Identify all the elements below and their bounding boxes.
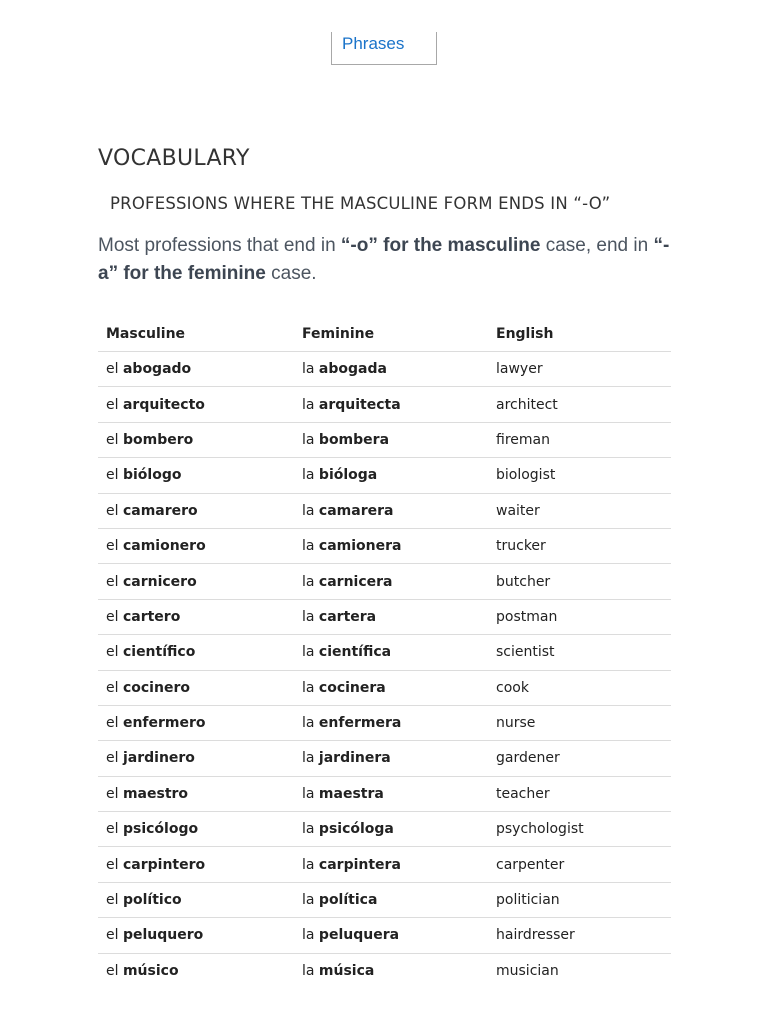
table-row	[98, 882, 671, 917]
feminine-cell	[294, 953, 488, 988]
english-cell: hairdresser	[488, 918, 671, 953]
english-cell: lawyer	[488, 352, 671, 387]
masculine-word: camionero	[122, 538, 206, 555]
table-row	[98, 670, 671, 705]
feminine-cell	[294, 670, 488, 705]
masculine-cell	[98, 953, 294, 988]
feminine-cell	[294, 458, 488, 493]
feminine-article: la	[302, 644, 315, 661]
section-heading: VOCABULARY	[98, 146, 250, 171]
masculine-cell	[98, 705, 294, 740]
masculine-word: biólogo	[122, 467, 182, 484]
masculine-word: camarero	[122, 502, 198, 519]
masculine-word: peluquero	[122, 927, 204, 944]
english-cell: psychologist	[488, 812, 671, 847]
masculine-article: el	[106, 679, 119, 696]
feminine-article: la	[302, 502, 315, 519]
table-row	[98, 847, 671, 882]
feminine-article: la	[302, 608, 315, 625]
masculine-cell	[98, 352, 294, 387]
masculine-cell	[98, 741, 294, 776]
masculine-word: carpintero	[122, 856, 206, 873]
table-body	[98, 352, 671, 989]
table-header-row	[98, 316, 671, 352]
intro-bold-feminine: “-a” for the feminine	[98, 235, 670, 284]
feminine-article: la	[302, 573, 315, 590]
english-cell: musician	[496, 962, 559, 979]
masculine-word: enfermero	[122, 715, 206, 732]
masculine-article: el	[106, 538, 119, 555]
feminine-word: bióloga	[318, 467, 378, 484]
masculine-cell	[98, 564, 294, 599]
feminine-word: camionera	[318, 538, 402, 555]
masculine-article: el	[106, 785, 119, 802]
masculine-article: el	[106, 396, 119, 413]
feminine-cell	[294, 422, 488, 457]
feminine-article: la	[302, 396, 315, 413]
feminine-cell	[294, 493, 488, 528]
table-row	[98, 918, 671, 953]
feminine-cell	[294, 352, 488, 387]
masculine-word: bombero	[122, 431, 194, 448]
english-cell: scientist	[488, 635, 671, 670]
table-row	[98, 422, 671, 457]
feminine-cell	[294, 564, 488, 599]
masculine-cell	[98, 847, 294, 882]
feminine-word: cocinera	[318, 679, 386, 696]
feminine-word: carnicera	[318, 573, 393, 590]
masculine-cell	[98, 422, 294, 457]
english-cell: carpenter	[488, 847, 671, 882]
feminine-article: la	[302, 892, 315, 909]
masculine-article: el	[106, 644, 119, 661]
table-row	[98, 599, 671, 634]
table-row	[98, 812, 671, 847]
table-row	[98, 635, 671, 670]
feminine-article: la	[302, 538, 315, 555]
feminine-cell	[294, 776, 488, 811]
feminine-word: bombera	[318, 431, 390, 448]
feminine-cell	[294, 705, 488, 740]
feminine-word: peluquera	[318, 927, 400, 944]
masculine-word: músico	[122, 962, 179, 979]
feminine-word: psicóloga	[318, 821, 394, 838]
intro-bold-masculine: “-o” for the masculine	[340, 235, 541, 256]
table-row	[98, 528, 671, 563]
table-row	[98, 741, 671, 776]
masculine-article: el	[106, 927, 119, 944]
english-cell: teacher	[488, 776, 671, 811]
masculine-cell	[98, 670, 294, 705]
intro-text-1: Most professions that end in	[98, 235, 341, 256]
masculine-word: cocinero	[122, 679, 190, 696]
english-cell: politician	[488, 882, 671, 917]
feminine-article: la	[302, 927, 315, 944]
masculine-cell	[98, 599, 294, 634]
masculine-article: el	[106, 467, 119, 484]
masculine-word: maestro	[122, 785, 189, 802]
intro-text-2: case, end in	[540, 235, 654, 256]
english-cell: biologist	[488, 458, 671, 493]
masculine-word: psicólogo	[122, 821, 199, 838]
masculine-article: el	[106, 608, 119, 625]
feminine-word: científica	[318, 644, 392, 661]
feminine-cell	[294, 812, 488, 847]
english-cell: waiter	[488, 493, 671, 528]
masculine-article: el	[106, 573, 119, 590]
english-cell: architect	[488, 387, 671, 422]
table-row	[98, 493, 671, 528]
feminine-word: cartera	[318, 608, 377, 625]
masculine-word: carnicero	[122, 573, 197, 590]
feminine-word: jardinera	[318, 750, 391, 767]
table-row	[98, 458, 671, 493]
masculine-word: arquitecto	[122, 396, 205, 413]
english-cell: cook	[488, 670, 671, 705]
masculine-article: el	[106, 750, 119, 767]
table-row	[98, 776, 671, 811]
table-row	[98, 564, 671, 599]
masculine-article: el	[106, 715, 119, 732]
masculine-word: abogado	[122, 361, 192, 378]
masculine-word: político	[122, 892, 182, 909]
feminine-article: la	[302, 431, 315, 448]
feminine-word: maestra	[318, 785, 384, 802]
english-cell: postman	[488, 599, 671, 634]
feminine-article: la	[302, 679, 315, 696]
feminine-word: música	[318, 962, 375, 979]
feminine-word: enfermera	[318, 715, 402, 732]
feminine-word: camarera	[318, 502, 394, 519]
feminine-cell	[294, 635, 488, 670]
masculine-cell	[98, 812, 294, 847]
masculine-cell	[98, 918, 294, 953]
feminine-article: la	[302, 962, 315, 979]
masculine-cell	[98, 458, 294, 493]
masculine-article: el	[106, 821, 119, 838]
masculine-word: científico	[122, 644, 196, 661]
feminine-cell	[294, 882, 488, 917]
table-row	[98, 705, 671, 740]
section-subheading: PROFESSIONS WHERE THE MASCULINE FORM ENDS IN “-O”	[110, 194, 611, 213]
header-feminine: Feminine	[294, 316, 488, 352]
english-cell: trucker	[488, 528, 671, 563]
header-masculine: Masculine	[98, 316, 294, 352]
feminine-cell	[294, 741, 488, 776]
english-cell: butcher	[488, 564, 671, 599]
masculine-cell	[98, 528, 294, 563]
feminine-article: la	[302, 750, 315, 767]
feminine-cell	[294, 599, 488, 634]
masculine-article: el	[106, 502, 119, 519]
phrases-tab-link[interactable]: Phrases	[331, 32, 437, 65]
table-row	[98, 953, 671, 988]
masculine-word: jardinero	[122, 750, 195, 767]
masculine-article: el	[106, 892, 119, 909]
feminine-cell	[294, 387, 488, 422]
table-row	[98, 387, 671, 422]
masculine-cell	[98, 635, 294, 670]
feminine-article: la	[302, 821, 315, 838]
feminine-article: la	[302, 785, 315, 802]
feminine-article: la	[302, 467, 315, 484]
vocabulary-table	[98, 316, 671, 988]
masculine-cell	[98, 776, 294, 811]
table-row	[98, 352, 671, 387]
english-cell: fireman	[488, 422, 671, 457]
feminine-cell	[294, 918, 488, 953]
feminine-word: abogada	[318, 361, 387, 378]
feminine-word: política	[318, 892, 378, 909]
english-cell: gardener	[488, 741, 671, 776]
feminine-word: carpintera	[318, 856, 401, 873]
header-english: English	[488, 316, 671, 352]
feminine-article: la	[302, 361, 315, 378]
feminine-article: la	[302, 715, 315, 732]
masculine-cell	[98, 882, 294, 917]
masculine-article: el	[106, 962, 119, 979]
masculine-article: el	[106, 431, 119, 448]
intro-text-3: case.	[265, 263, 317, 284]
feminine-article: la	[302, 856, 315, 873]
feminine-cell	[294, 528, 488, 563]
feminine-word: arquitecta	[318, 396, 401, 413]
masculine-cell	[98, 387, 294, 422]
masculine-article: el	[106, 361, 119, 378]
feminine-cell	[294, 847, 488, 882]
english-cell: nurse	[488, 705, 671, 740]
masculine-article: el	[106, 856, 119, 873]
intro-paragraph	[98, 232, 683, 288]
masculine-cell	[98, 493, 294, 528]
masculine-word: cartero	[122, 608, 181, 625]
